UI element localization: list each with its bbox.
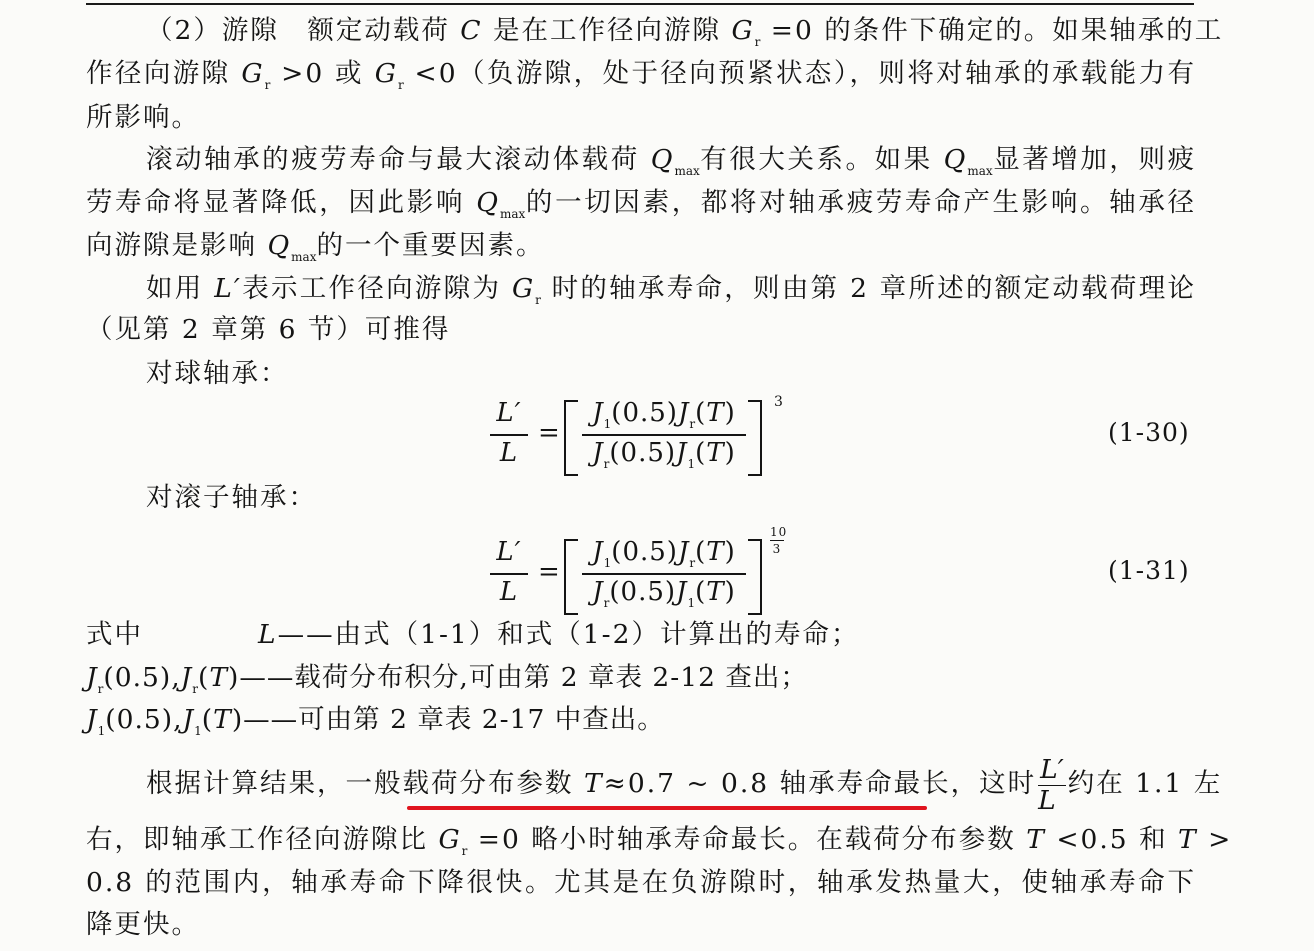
roller-bearing-label: 对滚子轴承： [146, 482, 317, 513]
para2-line3: 向游隙是影响 $Q_{max}$的一个重要因素。 [86, 230, 545, 264]
para1-line2: 作径向游隙 $G_r >0$ 或 $G_r <0$（负游隙，处于径向预紧状态），则将对轴承的承载能力有 [86, 58, 1196, 92]
equation-number-1-30: (1-30) [1108, 418, 1190, 447]
equation-1-31: L′ L = $J_1(0.5)J_r(T)$ $J_r(0.5)J_1(T)$ 10 3 [490, 537, 820, 617]
para2-line1: 滚动轴承的疲劳寿命与最大滚动体载荷 $Q_{max}$有很大关系。如果 $Q_{max}$显著增加，则疲 [146, 144, 1196, 178]
equation-number-1-31: (1-31) [1108, 556, 1190, 585]
eq2-exponent: 10 3 [770, 525, 788, 556]
eq2-lhs-numerator: L′ [496, 537, 522, 567]
eq1-numerator: $J_1(0.5)J_r(T)$ [592, 398, 736, 431]
where-line3: $J_1(0.5),J_1(T)——$可由第 2 章表 2-17 中查出。 [86, 704, 665, 738]
para4-line3: 0.8 的范围内，轴承寿命下降很快。尤其是在负游隙时，轴承发热量大，使轴承寿命下 [86, 867, 1196, 898]
where-label: 式中 [86, 619, 143, 650]
eq2-numerator: $J_1(0.5)J_r(T)$ [592, 537, 736, 570]
inline-fraction-L-prime-over-L: $\frac{L'}{L}$ [1038, 753, 1064, 816]
eq1-lhs-denominator: L [499, 438, 519, 468]
eq1-lhs-numerator: L′ [496, 398, 522, 428]
para4-line4: 降更快。 [86, 909, 200, 940]
para4-line1: 根据计算结果，一般载荷分布参数 T≈0.7 ~ 0.8 轴承寿命最长，这时 $\frac{L'}{L}$ 约在 1.1 左 [146, 753, 1223, 816]
eq1-exponent: 3 [774, 394, 784, 410]
eq1-denominator: $J_r(0.5)J_1(T)$ [592, 438, 736, 471]
eq2-lhs-denominator: L [499, 577, 519, 607]
para1-line1: （2）游隙 额定动载荷 C 是在工作径向游隙 $G_r =0$ 的条件下确定的。如果轴承的工 [146, 15, 1224, 49]
red-underline-annotation [407, 806, 927, 810]
para1-line3: 所影响。 [86, 102, 200, 133]
where-line1: L——由式（1-1）和式（1-2）计算出的寿命； [258, 619, 860, 650]
para3-line2: （见第 2 章第 6 节）可推得 [86, 314, 451, 345]
eq2-denominator: $J_r(0.5)J_1(T)$ [592, 577, 736, 610]
ball-bearing-label: 对球轴承： [146, 358, 289, 389]
equation-1-30: L′ L = $J_1(0.5)J_r(T)$ $J_r(0.5)J_1(T)$ 3 [490, 398, 820, 478]
para2-line2: 劳寿命将显著降低，因此影响 $Q_{max}$的一切因素，都将对轴承疲劳寿命产生影响。轴承径 [86, 187, 1196, 221]
para3-line1: 如用 L′表示工作径向游隙为 $G_r$ 时的轴承寿命，则由第 2 章所述的额定动载荷理论 [146, 273, 1196, 307]
para4-line2: 右，即轴承工作径向游隙比 $G_r =0$ 略小时轴承寿命最长。在载荷分布参数 T <0.5 和 T > [86, 824, 1233, 858]
where-line2: $J_r(0.5),J_r(T)——$载荷分布积分,可由第 2 章表 2-12 查出； [86, 662, 808, 696]
top-rule [86, 3, 1194, 5]
